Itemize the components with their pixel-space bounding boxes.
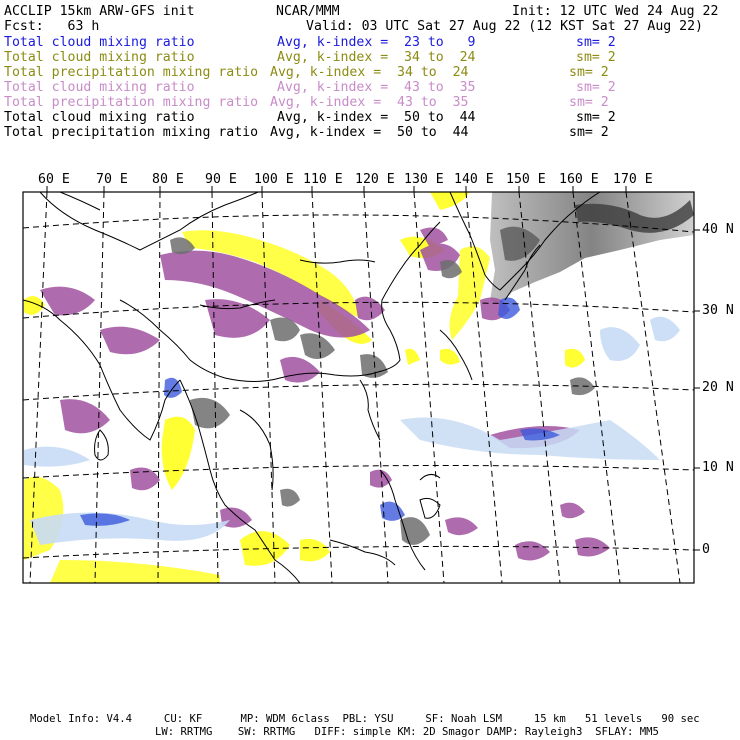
lon-label: 70 E [96, 172, 128, 187]
forecast-hour: Fcst: 63 h [4, 19, 100, 34]
legend-stat: Avg, k-index = 50 to 44 [277, 110, 476, 125]
lon-label: 90 E [205, 172, 237, 187]
lat-label: 40 N [702, 222, 734, 237]
lon-label: 160 E [559, 172, 599, 187]
lat-label: 20 N [702, 380, 734, 395]
legend-stat: Avg, k-index = 43 to 35 [270, 95, 469, 110]
legend-sm: sm= 2 [576, 110, 616, 125]
legend-sm: sm= 2 [576, 80, 616, 95]
legend-field: Total precipitation mixing ratio [4, 125, 259, 140]
lat-label: 30 N [702, 303, 734, 318]
legend-field: Total precipitation mixing ratio [4, 65, 259, 80]
legend-stat: Avg, k-index = 34 to 24 [270, 65, 469, 80]
cloud-band-northeast [490, 192, 694, 305]
legend-field: Total precipitation mixing ratio [4, 95, 259, 110]
lon-label: 100 E [254, 172, 294, 187]
model-info-line1: Model Info: V4.4 CU: KF MP: WDM 6class PBL: YSU SF: Noah LSM 15 km 51 levels 90 sec [30, 713, 700, 725]
legend-field: Total cloud mixing ratio [4, 50, 195, 65]
valid-time: Valid: 03 UTC Sat 27 Aug 22 (12 KST Sat 27 Aug 22) [306, 19, 703, 34]
legend-sm: sm= 2 [576, 35, 616, 50]
lon-label: 150 E [506, 172, 546, 187]
lat-label: 0 [702, 542, 710, 557]
legend-sm: sm= 2 [569, 95, 609, 110]
legend-field: Total cloud mixing ratio [4, 110, 195, 125]
legend-field: Total cloud mixing ratio [4, 80, 195, 95]
org-label: NCAR/MMM [276, 4, 340, 19]
model-info-line2: LW: RRTMG SW: RRTMG DIFF: simple KM: 2D Smagor DAMP: Rayleigh3 SFLAY: MM5 [155, 726, 659, 738]
lat-label: 10 N [702, 460, 734, 475]
model-title: ACCLIP 15km ARW-GFS init [4, 4, 195, 19]
legend-stat: Avg, k-index = 50 to 44 [270, 125, 469, 140]
init-time: Init: 12 UTC Wed 24 Aug 22 [512, 4, 719, 19]
legend-field: Total cloud mixing ratio [4, 35, 195, 50]
lon-label: 140 E [454, 172, 494, 187]
legend-stat: Avg, k-index = 34 to 24 [277, 50, 476, 65]
lon-ticks [47, 186, 626, 192]
lon-label: 120 E [355, 172, 395, 187]
lon-label: 60 E [38, 172, 70, 187]
legend-sm: sm= 2 [569, 125, 609, 140]
lon-label: 110 E [303, 172, 343, 187]
legend-stat: Avg, k-index = 23 to 9 [277, 35, 476, 50]
lon-label: 170 E [613, 172, 653, 187]
legend-stat: Avg, k-index = 43 to 35 [277, 80, 476, 95]
legend-sm: sm= 2 [576, 50, 616, 65]
lon-label: 130 E [404, 172, 444, 187]
lat-ticks [694, 230, 700, 550]
legend-sm: sm= 2 [569, 65, 609, 80]
lon-label: 80 E [152, 172, 184, 187]
